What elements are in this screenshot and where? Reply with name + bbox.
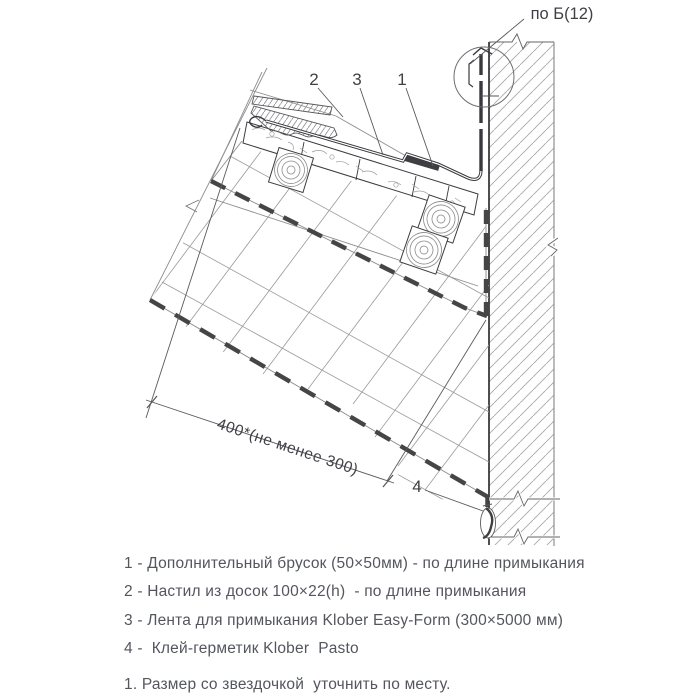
tape-top-hook — [469, 60, 474, 87]
callout-3: 3 — [352, 70, 362, 89]
section-ref-label: по Б(12) — [530, 5, 594, 23]
dim-tick-left — [147, 396, 157, 408]
underlay-membrane-lower — [150, 300, 488, 507]
legend-item-2: 2 - Настил из досок 100×22(h) - по длине примыкания — [124, 583, 527, 601]
legend-item-1: 1 - Дополнительный брусок (50×50мм) - по длине примыкания — [124, 555, 585, 572]
dimension-label: 400*(не менее 300) — [214, 415, 361, 479]
callout-2: 2 — [309, 70, 319, 89]
extension-line-right — [387, 320, 486, 481]
wall-hatch — [489, 42, 554, 545]
callout-4: 4 — [412, 477, 422, 496]
legend-item-3: 3 - Лента для примыкания Klober Easy-Form (300×5000 мм) — [124, 611, 564, 629]
sheet-edge-line-1 — [150, 68, 267, 300]
wall-section — [489, 34, 560, 546]
legend-note: 1. Размер со звездочкой уточнить по месту. — [124, 675, 451, 693]
legend — [124, 550, 684, 699]
callout-1: 1 — [397, 70, 407, 89]
legend-item-4: 4 - Клей-герметик Klober Pasto — [124, 640, 359, 658]
dim-tick-right — [383, 475, 393, 487]
